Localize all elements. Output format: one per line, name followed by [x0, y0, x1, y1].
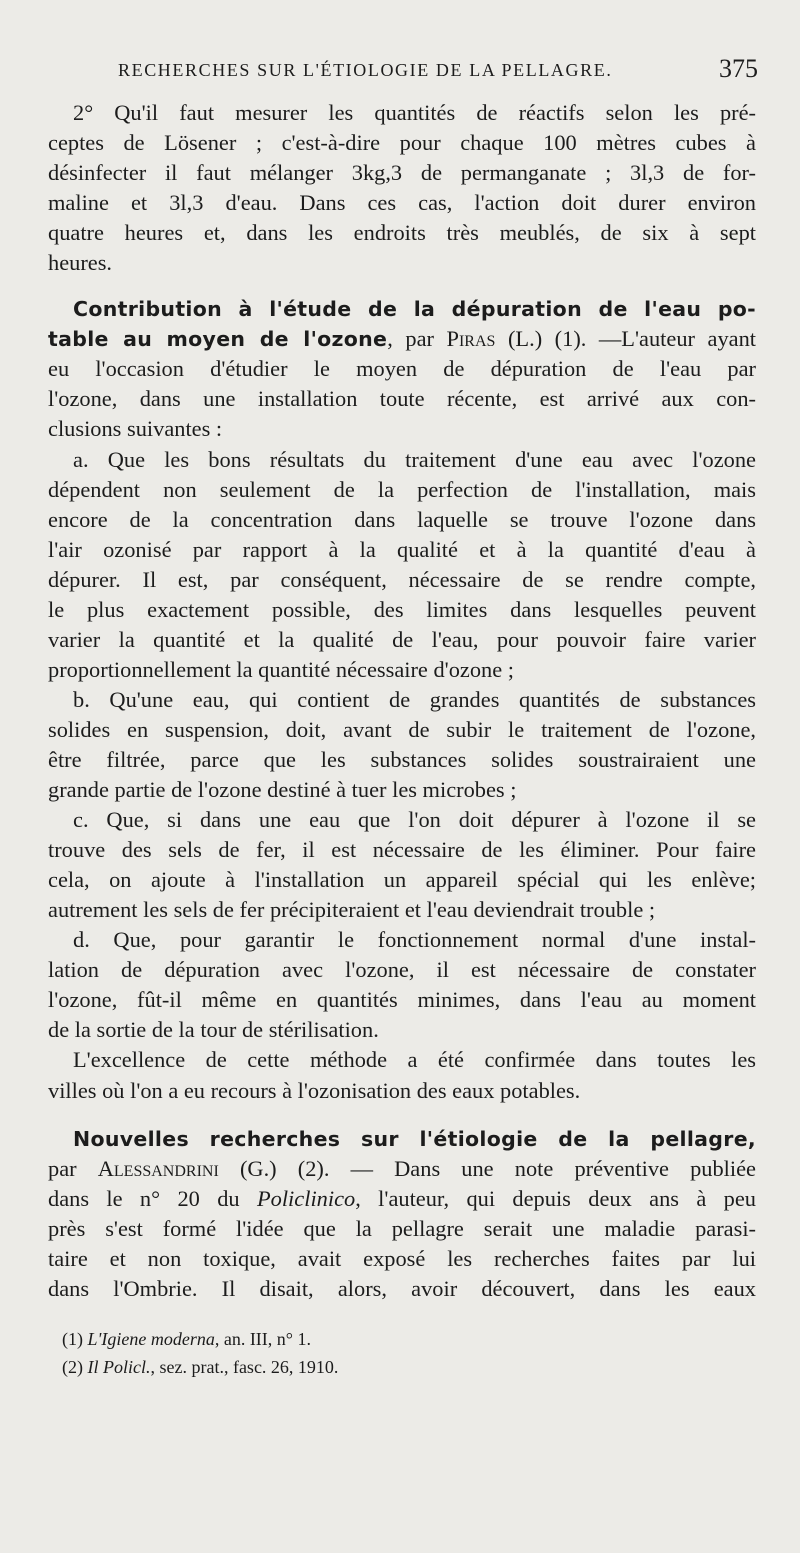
article-heading: Nouvelles recherches sur l'étiologie de la pellagre, — [73, 1126, 756, 1151]
text-line: lation de dépuration avec l'ozone, il est nécessaire de constater — [48, 957, 756, 983]
byline-prefix: , par — [387, 326, 447, 352]
byline-suffix: (G.) (2). — Dans une note préventive publiée — [218, 1155, 756, 1181]
text-line: le plus exactement possible, des limites dans lesquelles peuvent — [48, 596, 756, 622]
text-line: heures. — [48, 250, 113, 276]
text-line: trouve des sels de fer, il est nécessaire de les éliminer. Pour faire — [48, 837, 756, 863]
text-line: c. Que, si dans une eau que l'on doit dépurer à l'ozone il se — [73, 807, 756, 833]
line-suffix: , l'auteur, qui depuis deux ans à peu — [355, 1185, 756, 1211]
article-byline — [48, 324, 756, 354]
text-line: l'air ozonisé par rapport à la qualité et à la quantité d'eau à — [48, 536, 756, 562]
text-line: ceptes de Lösener ; c'est-à-dire pour chaque 100 mètres cubes à — [48, 130, 756, 156]
line-prefix: dans le n° 20 du — [48, 1185, 257, 1211]
body-text — [48, 98, 756, 1304]
text-line: l'ozone, fût-il même en quantités minimes, dans l'eau au moment — [48, 987, 756, 1013]
text-line: autrement les sels de fer précipiteraient et l'eau deviendrait trouble ; — [48, 897, 656, 923]
text-line: maline et 3l,3 d'eau. Dans ces cas, l'action doit durer environ — [48, 190, 756, 216]
text-line: désinfecter il faut mélanger 3kg,3 de permanganate ; 3l,3 de for- — [48, 160, 756, 186]
footnote — [62, 1353, 662, 1381]
footnotes — [62, 1325, 662, 1381]
text-line: quatre heures et, dans les endroits très meublés, de six à sept — [48, 220, 756, 246]
text-line: varier la quantité et la qualité de l'eau, pour pouvoir faire varier — [48, 626, 756, 652]
text-line: proportionnellement la quantité nécessaire d'ozone ; — [48, 656, 514, 682]
footnote-mark: (1) — [62, 1329, 88, 1349]
text-line: dépurer. Il est, par conséquent, nécessaire de se rendre compte, — [48, 566, 756, 592]
byline-suffix: (L.) (1). —L'auteur ayant — [495, 326, 756, 352]
footnote — [62, 1325, 662, 1353]
text-line: dépendent non seulement de la perfection de l'installation, mais — [48, 476, 756, 502]
text-line: près s'est formé l'idée que la pellagre serait une maladie parasi- — [48, 1215, 756, 1241]
author-name: Alessandrini — [97, 1155, 219, 1181]
page-number: 375 — [719, 54, 758, 83]
text-line: solides en suspension, doit, avant de subir le traitement de l'ozone, — [48, 716, 756, 742]
article-heading-line — [48, 1124, 756, 1154]
text-line: clusions suivantes : — [48, 416, 223, 442]
running-header — [118, 54, 758, 90]
text-line: villes où l'on a eu recours à l'ozonisation des eaux potables. — [48, 1077, 581, 1103]
text-line: être filtrée, parce que les substances solides soustrairaient une — [48, 746, 756, 772]
footnote-rest: , sez. prat., fasc. 26, 1910. — [150, 1357, 339, 1377]
text-line: taire et non toxique, avait exposé les recherches faites par lui — [48, 1245, 756, 1271]
text-line: dans l'Ombrie. Il disait, alors, avoir découvert, dans les eaux — [48, 1275, 756, 1301]
running-title: RECHERCHES SUR L'ÉTIOLOGIE DE LA PELLAGRE. — [118, 60, 613, 80]
journal-title: Policlinico — [256, 1185, 356, 1211]
footnote-title: Il Policl. — [87, 1357, 151, 1377]
text-line: 2° Qu'il faut mesurer les quantités de réactifs selon les pré- — [73, 100, 756, 125]
text-line: d. Que, pour garantir le fonctionnement normal d'une instal- — [73, 927, 756, 953]
footnote-rest: , an. III, n° 1. — [214, 1329, 311, 1349]
text-line: eu l'occasion d'étudier le moyen de dépuration de l'eau par — [48, 356, 756, 382]
article-heading-cont: table au moyen de l'ozone — [48, 327, 388, 352]
text-line: de la sortie de la tour de stérilisation. — [48, 1017, 379, 1043]
text-line: l'ozone, dans une installation toute récente, est arrivé aux con- — [48, 386, 756, 412]
footnote-mark: (2) — [62, 1357, 88, 1377]
text-line: L'excellence de cette méthode a été confirmée dans toutes les — [73, 1047, 756, 1073]
author-name: Piras — [446, 326, 496, 352]
article-heading-line — [48, 294, 756, 324]
article-heading: Contribution à l'étude de la dépuration de l'eau po- — [73, 297, 756, 322]
text-line: a. Que les bons résultats du traitement d'une eau avec l'ozone — [73, 446, 756, 472]
text-line: encore de la concentration dans laquelle se trouve l'ozone dans — [48, 506, 756, 532]
text-line: b. Qu'une eau, qui contient de grandes quantités de substances — [73, 686, 756, 712]
text-line: cela, on ajoute à l'installation un appareil spécial qui les enlève; — [48, 867, 756, 893]
article-byline — [48, 1154, 756, 1184]
byline-prefix: par — [48, 1155, 98, 1181]
text-line — [48, 1184, 756, 1214]
text-line: grande partie de l'ozone destiné à tuer les microbes ; — [48, 777, 517, 803]
footnote-title: L'Igiene moderna — [87, 1329, 215, 1349]
